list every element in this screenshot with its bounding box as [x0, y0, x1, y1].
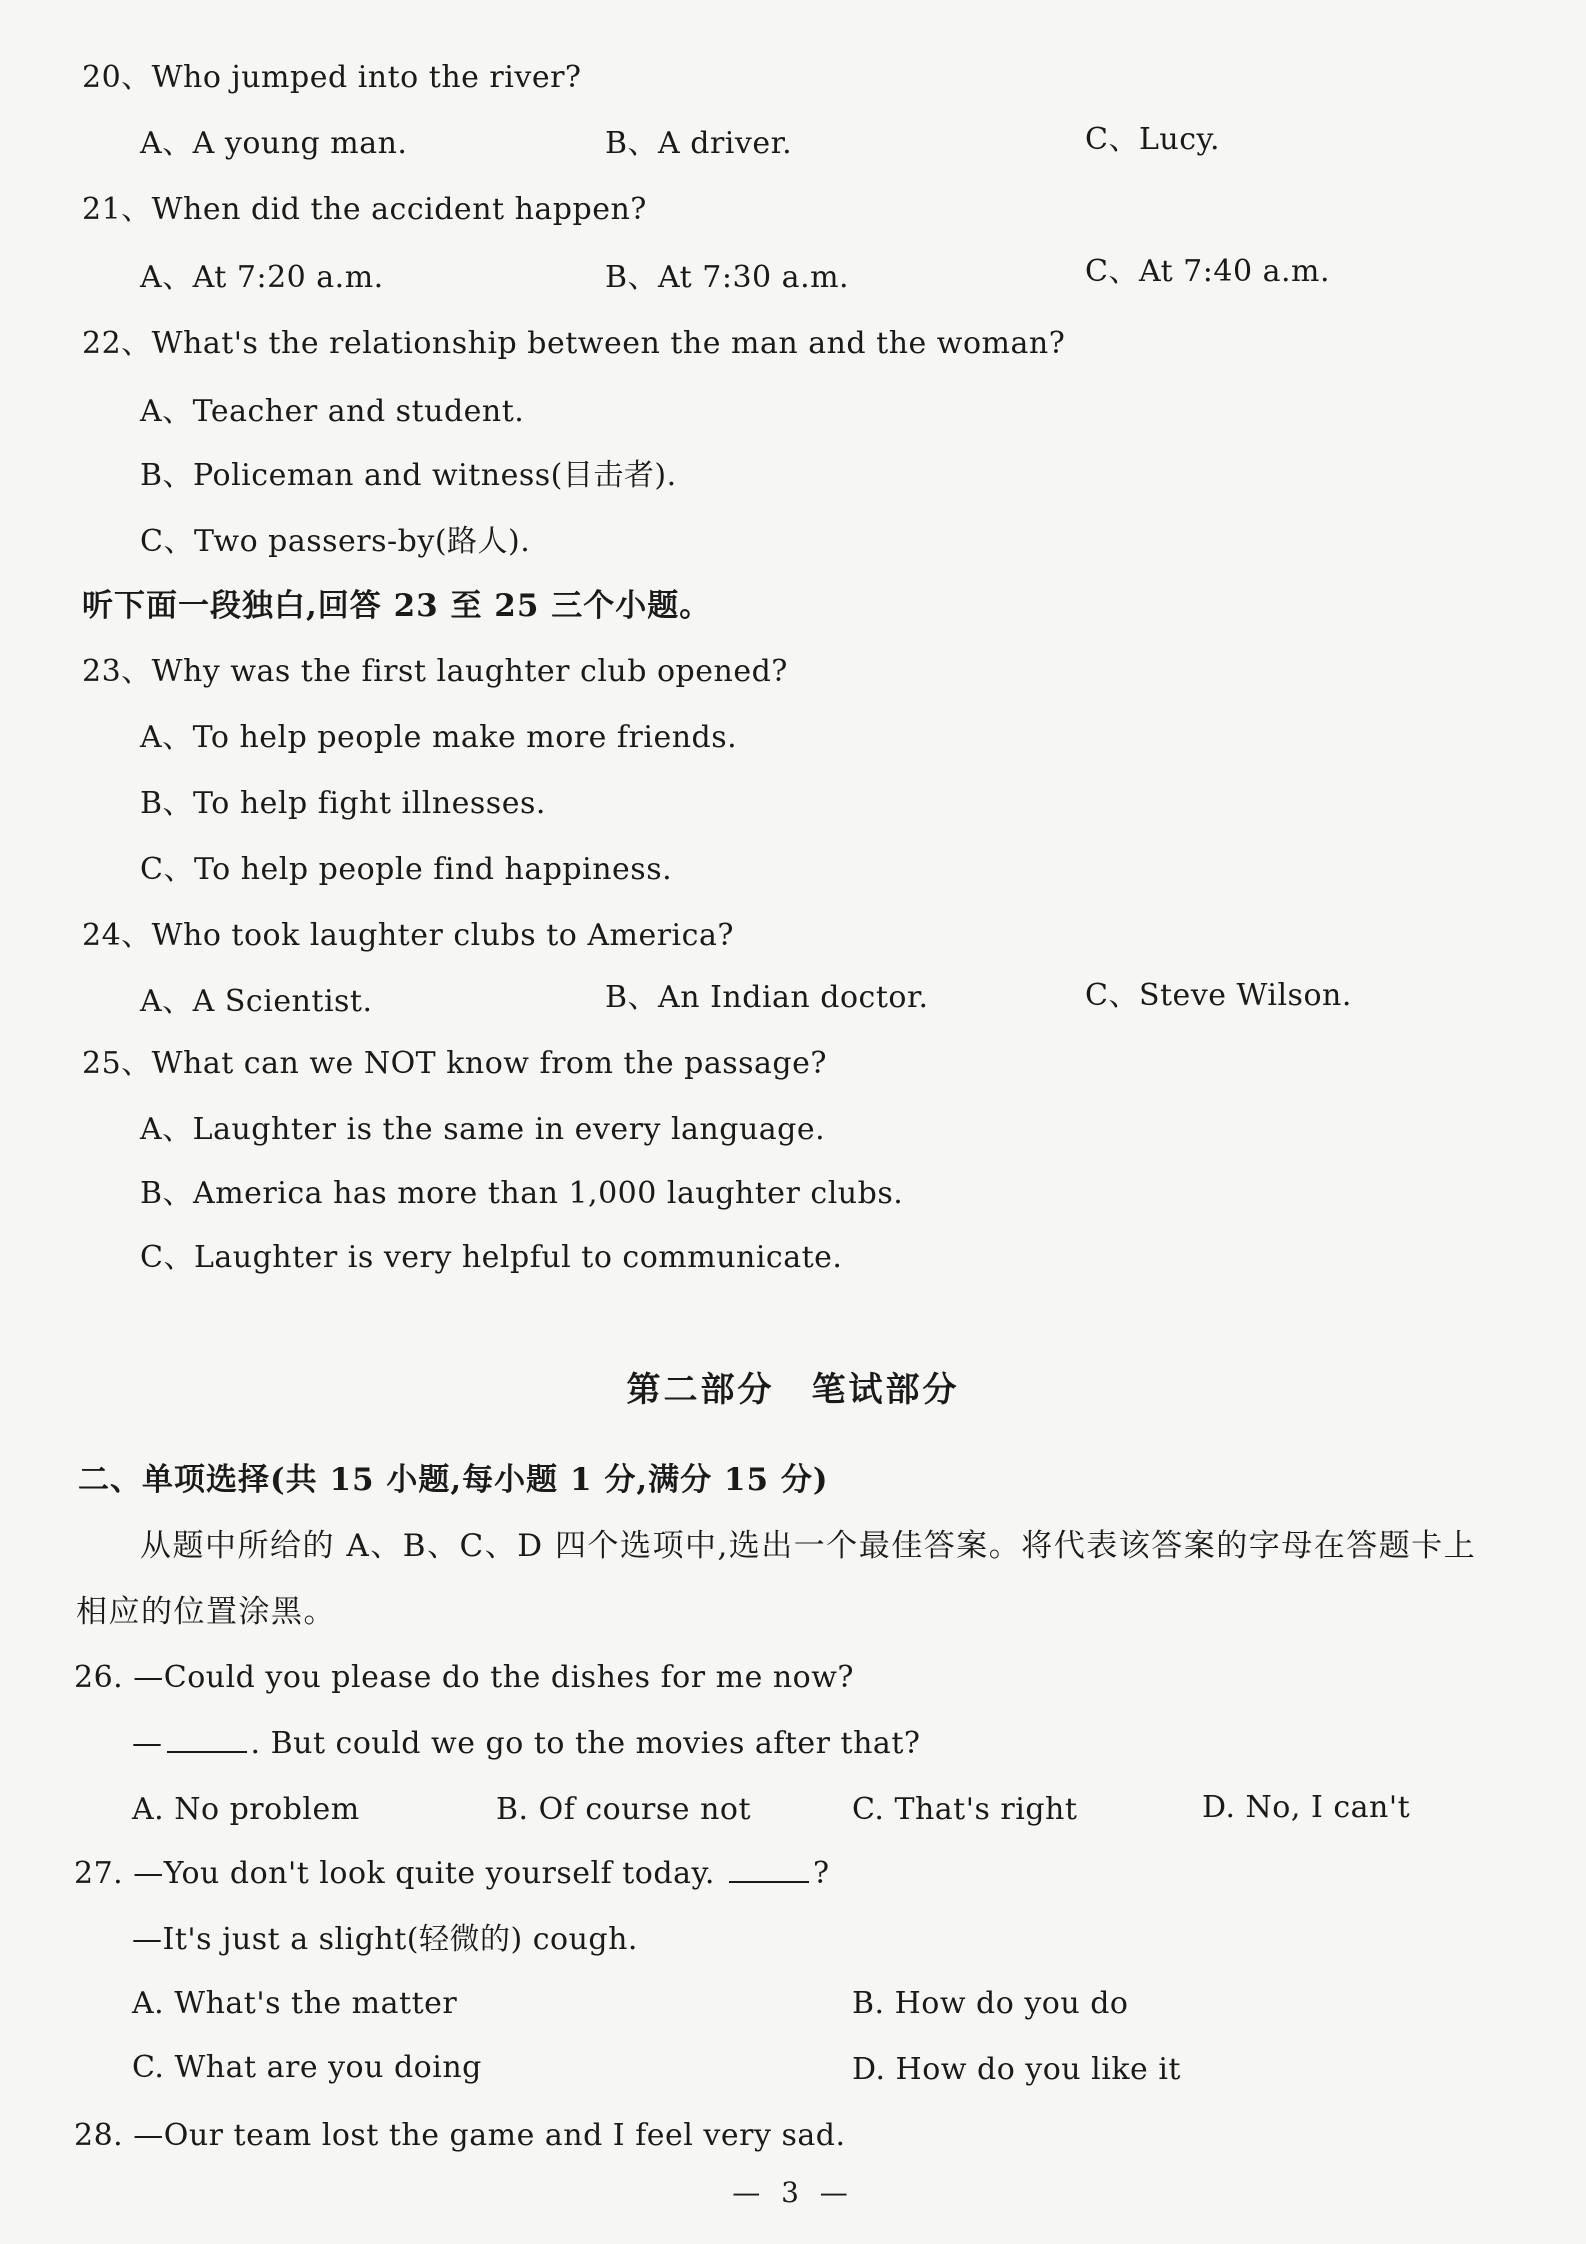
q26-reply-text: . But could we go to the movies after that?: [250, 1726, 921, 1761]
section-two-instruction-line1: 从题中所给的 A、B、C、D 四个选项中,选出一个最佳答案。将代表该答案的字母在答题卡上: [140, 1528, 1477, 1564]
section-two-heading: 二、单项选择(共 15 小题,每小题 1 分,满分 15 分): [78, 1462, 829, 1498]
q23-option-c: C、To help people find happiness.: [140, 852, 673, 887]
q25-stem: 25、What can we NOT know from the passage?: [82, 1046, 827, 1081]
q27-stem: [74, 1854, 830, 1894]
q24-option-a: A、A Scientist.: [140, 984, 373, 1019]
q26-reply-dash: —: [132, 1726, 163, 1761]
q27-option-c: C. What are you doing: [132, 2050, 482, 2085]
q25-option-b: B、America has more than 1,000 laughter clubs.: [140, 1176, 904, 1211]
section-two-instruction-line2: 相应的位置涂黑。: [76, 1594, 336, 1630]
q25-option-a: A、Laughter is the same in every language.: [140, 1112, 826, 1147]
q27-option-d: D. How do you like it: [852, 2052, 1181, 2087]
q26-option-d: D. No, I can't: [1202, 1790, 1411, 1825]
q26-option-c: C. That's right: [852, 1792, 1078, 1827]
q26-answer-blank: [167, 1725, 247, 1753]
q27-question-mark: ?: [813, 1856, 830, 1891]
q24-option-c: C、Steve Wilson.: [1085, 978, 1352, 1013]
q28-stem: 28. —Our team lost the game and I feel very sad.: [74, 2118, 846, 2153]
q20-option-b: B、A driver.: [605, 126, 793, 161]
q26-reply: [132, 1724, 920, 1764]
q21-option-a: A、At 7:20 a.m.: [140, 260, 384, 295]
q26-option-b: B. Of course not: [496, 1792, 752, 1827]
monologue-instruction: 听下面一段独白,回答 23 至 25 三个小题。: [82, 588, 712, 624]
q26-stem: 26. —Could you please do the dishes for me now?: [74, 1660, 855, 1695]
q22-stem: 22、What's the relationship between the man and the woman?: [82, 326, 1066, 361]
page-number: — 3 —: [732, 2176, 854, 2209]
q21-stem: 21、When did the accident happen?: [82, 192, 647, 227]
q22-option-b: B、Policeman and witness(目击者).: [140, 458, 677, 493]
q23-option-a: A、To help people make more friends.: [140, 720, 738, 755]
q23-stem: 23、Why was the first laughter club opened?: [82, 654, 788, 689]
q27-option-b: B. How do you do: [852, 1986, 1129, 2021]
part-two-title: 第二部分 笔试部分: [626, 1370, 960, 1410]
q27-answer-blank: [729, 1855, 809, 1883]
q21-option-b: B、At 7:30 a.m.: [605, 260, 850, 295]
q20-stem: 20、Who jumped into the river?: [82, 60, 582, 95]
q24-stem: 24、Who took laughter clubs to America?: [82, 918, 734, 953]
q27-reply: —It's just a slight(轻微的) cough.: [132, 1922, 638, 1957]
q27-option-a: A. What's the matter: [132, 1986, 458, 2021]
q26-option-a: A. No problem: [132, 1792, 360, 1827]
q24-option-b: B、An Indian doctor.: [605, 980, 929, 1015]
q20-option-c: C、Lucy.: [1085, 122, 1220, 157]
q23-option-b: B、To help fight illnesses.: [140, 786, 546, 821]
q22-option-c: C、Two passers-by(路人).: [140, 524, 531, 559]
q27-stem-text: 27. —You don't look quite yourself today.: [74, 1856, 715, 1891]
q22-option-a: A、Teacher and student.: [140, 394, 525, 429]
q20-option-a: A、A young man.: [140, 126, 408, 161]
q21-option-c: C、At 7:40 a.m.: [1085, 254, 1330, 289]
q25-option-c: C、Laughter is very helpful to communicate.: [140, 1240, 843, 1275]
